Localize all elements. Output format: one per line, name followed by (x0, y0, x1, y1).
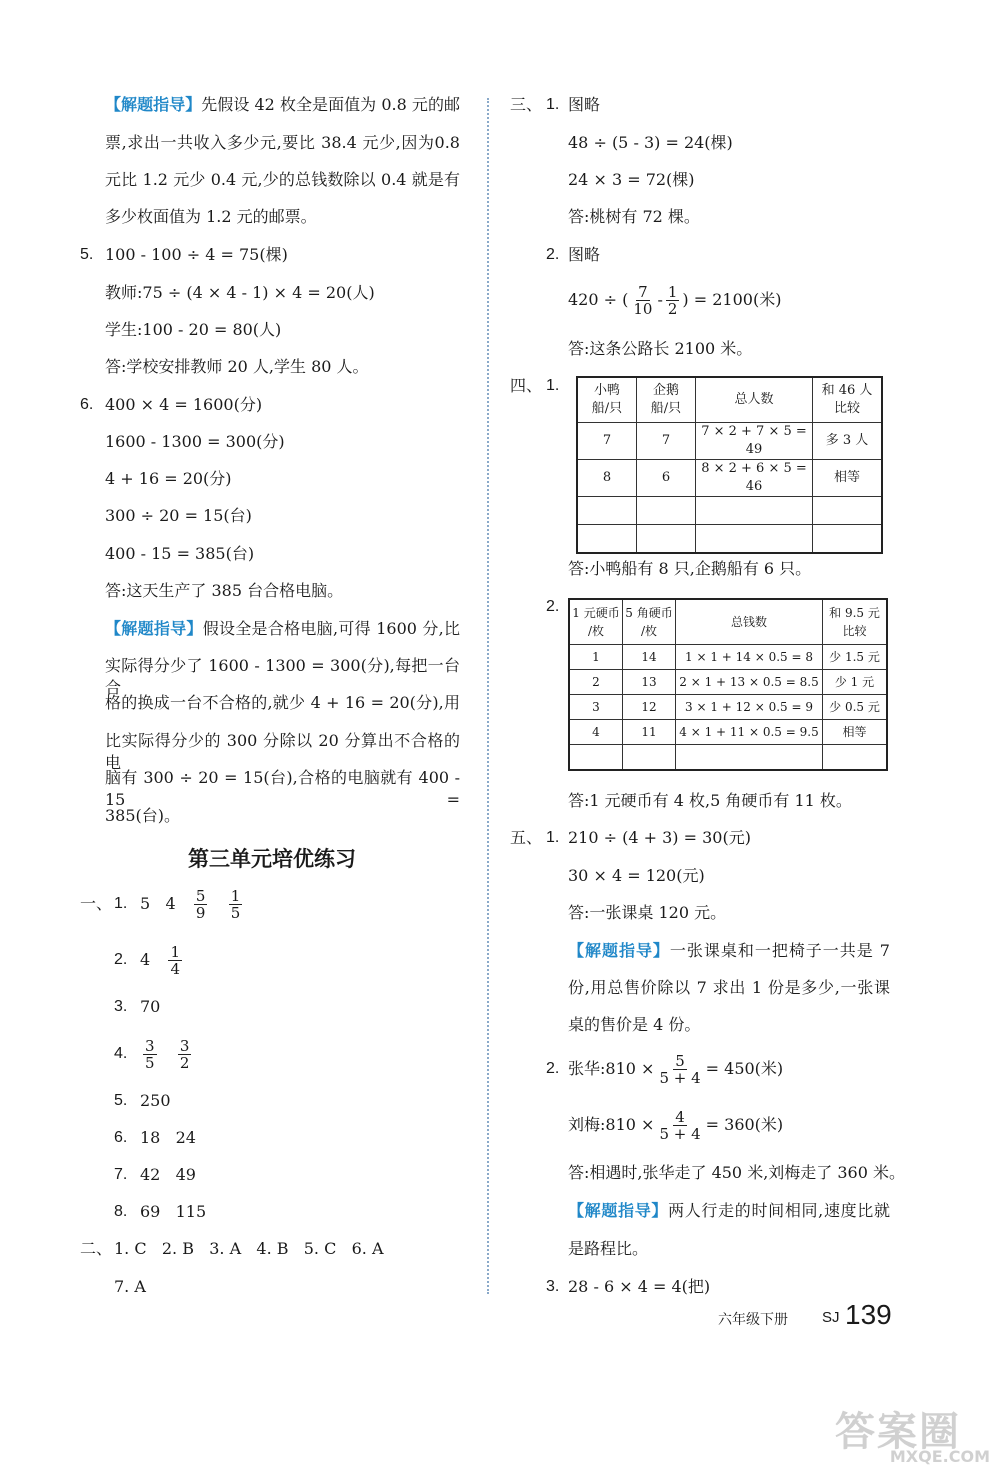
answer-line: 28 - 6 × 4 = 4(把) (568, 1277, 711, 1296)
answer-line: 4 $\frac{1}{4}$ (140, 943, 180, 978)
answer-line: 400 - 15 = 385(台) (105, 544, 255, 563)
hint-line: 票,求出一共收入多少元,要比 38.4 元少,因为0.8 (105, 133, 460, 152)
question-number: 5. (80, 246, 94, 263)
question-number: 1. (546, 96, 560, 113)
hint-line: 份,用总售价除以 7 求出 1 份是多少,一张课 (568, 978, 890, 997)
part-prefix: 三、 (510, 95, 543, 114)
answer-line: 教师:75 ÷ (4 × 4 - 1) × 4 = 20(人) (105, 283, 375, 302)
hint-line: 【解题指导】先假设 42 枚全是面值为 0.8 元的邮 (105, 95, 460, 114)
footer-grade: 六年级下册 (718, 1312, 788, 1328)
table-header-cell: 企鹅 船/只 (637, 377, 696, 423)
question-number: 2. (546, 246, 560, 263)
answer-line: 69 115 (140, 1202, 207, 1221)
table-header-cell: 和 9.5 元 比较 (823, 599, 888, 645)
answer-line: 学生:100 - 20 = 80(人) (105, 320, 282, 339)
answer-line: 答:相遇时,张华走了 450 米,刘梅走了 360 米。 (568, 1163, 905, 1182)
table-coins (568, 598, 888, 771)
table-row: 7 7 7 × 2 + 7 × 5 = 49 多 3 人 (577, 423, 882, 460)
answer-line: 18 24 (140, 1128, 196, 1147)
answer-line: 100 - 100 ÷ 4 = 75(棵) (105, 245, 288, 264)
table-header-row (569, 599, 887, 645)
question-number: 8. (114, 1203, 128, 1220)
table-row (577, 497, 882, 525)
hint-line: 实际得分少了 1600 - 1300 = 300(分),每把一台合 (105, 656, 460, 697)
answer-line: 70 (140, 997, 161, 1016)
fraction: $\frac{3}{5}$ (145, 1037, 155, 1072)
question-number: 7. (114, 1166, 128, 1183)
answer-line: 答:这条公路长 2100 米。 (568, 339, 753, 358)
table-header-cell: 总钱数 (676, 599, 823, 645)
table-header-cell: 1 元硬币 /枚 (569, 599, 623, 645)
part-prefix: 五、 (510, 828, 543, 847)
table-row: 4 11 4 × 1 + 11 × 0.5 = 9.5 相等 (569, 720, 887, 745)
answer-line: 210 ÷ (4 + 3) = 30(元) (568, 828, 751, 847)
table-header-row (577, 377, 882, 423)
hint-tag: 【解题指导】 (105, 97, 202, 114)
table-header-cell: 总人数 (696, 377, 813, 423)
fraction: $\frac{5}{5 + 4}$ (659, 1052, 701, 1087)
question-number: 5. (114, 1092, 128, 1109)
part-prefix: 四、 (510, 376, 543, 395)
table-row: 2 13 2 × 1 + 13 × 0.5 = 8.5 少 1 元 (569, 670, 887, 695)
question-number: 4. (114, 1045, 128, 1062)
table-header-cell: 小鸭 船/只 (577, 377, 637, 423)
hint-tag: 【解题指导】 (568, 943, 670, 960)
answer-line: 300 ÷ 20 = 15(台) (105, 506, 252, 525)
answer-line: 4 + 16 = 20(分) (105, 469, 232, 488)
hint-line: 桌的售价是 4 份。 (568, 1015, 701, 1034)
answer-line: 答:这天生产了 385 台合格电脑。 (105, 581, 344, 600)
hint-line: 【解题指导】一张课桌和一把椅子一共是 7 (568, 941, 890, 960)
question-number: 3. (546, 1278, 560, 1295)
answer-line: 5 4 $\frac{5}{9}$ $\frac{1}{5}$ (140, 887, 241, 922)
fraction: $\frac{3}{2}$ (179, 1037, 190, 1072)
answer-line: 答:1 元硬币有 4 枚,5 角硬币有 11 枚。 (568, 791, 852, 810)
footer-edition: SJ (822, 1309, 840, 1326)
answer-line: 24 × 3 = 72(棵) (568, 170, 695, 189)
hint-tag: 【解题指导】 (568, 1203, 669, 1220)
hint-line: 【解题指导】两人行走的时间相同,速度比就 (568, 1201, 890, 1220)
table-row: 8 6 8 × 2 + 6 × 5 = 46 相等 (577, 460, 882, 497)
question-number: 2. (546, 598, 560, 615)
answer-line: 图略 (568, 245, 601, 264)
question-number: 2. (114, 951, 128, 968)
answer-line: 1. C 2. B 3. A 4. B 5. C 6. A (114, 1239, 384, 1258)
answer-line: 答:学校安排教师 20 人,学生 80 人。 (105, 357, 369, 376)
hint-line: 385(台)。 (105, 806, 181, 825)
hint-line: 多少枚面值为 1.2 元的邮票。 (105, 207, 317, 226)
fraction: $\frac{5}{9}$ (195, 887, 206, 922)
answer-line: 48 ÷ (5 - 3) = 24(棵) (568, 133, 733, 152)
hint-line: 格的换成一台不合格的,就少 4 + 16 = 20(分),用 (105, 693, 460, 712)
part-prefix: 一、 (80, 894, 113, 913)
answer-line: 答:桃树有 72 棵。 (568, 207, 700, 226)
answer-line: 30 × 4 = 120(元) (568, 866, 705, 885)
answer-line (140, 1034, 194, 1074)
fraction: $\frac{1}{4}$ (170, 943, 180, 978)
section-title: 第三单元培优练习 (188, 847, 356, 871)
answer-line: 250 (140, 1091, 171, 1110)
hint-line: 比实际得分少的 300 分除以 20 分算出不合格的电 (105, 731, 460, 772)
hint-line: 脑有 300 ÷ 20 = 15(台),合格的电脑就有 400 - 15 = (105, 768, 460, 809)
hint-line: 元比 1.2 元少 0.4 元,少的总钱数除以 0.4 就是有 (105, 170, 460, 189)
fraction: $\frac{7}{10}$ (633, 283, 653, 318)
hint-line: 是路程比。 (568, 1239, 649, 1258)
question-number: 6. (80, 396, 94, 413)
table-header-cell: 和 46 人 比较 (813, 377, 883, 423)
part-prefix: 二、 (80, 1239, 113, 1258)
answer-line: 答:小鸭船有 8 只,企鹅船有 6 只。 (568, 559, 812, 578)
hint-line: 【解题指导】假设全是合格电脑,可得 1600 分,比 (105, 619, 460, 638)
column-divider (487, 98, 489, 1294)
question-number: 3. (114, 998, 128, 1015)
answer-line: 答:一张课桌 120 元。 (568, 903, 727, 922)
hint-tag: 【解题指导】 (105, 621, 203, 638)
page-number: 139 (845, 1299, 892, 1330)
answer-line: 420 ÷ ( $\frac{7}{10}$ - $\frac{1}{2}$ ) = 2100(米) (568, 283, 782, 318)
fraction: $\frac{1}{2}$ (667, 283, 678, 318)
fraction: $\frac{4}{5 + 4}$ (659, 1108, 701, 1143)
answer-line: 刘梅:810 × $\frac{4}{5 + 4}$ = 360(米) (568, 1108, 784, 1143)
answer-line: 张华:810 × $\frac{5}{5 + 4}$ = 450(米) (568, 1052, 784, 1087)
question-number: 6. (114, 1129, 128, 1146)
answer-line: 7. A (114, 1277, 146, 1296)
question-number: 2. (546, 1060, 560, 1077)
answer-line: 1600 - 1300 = 300(分) (105, 432, 285, 451)
question-number: 1. (114, 895, 128, 912)
table-row: 3 12 3 × 1 + 12 × 0.5 = 9 少 0.5 元 (569, 695, 887, 720)
watermark-logo: 答案圈 MXQE.COM (835, 1409, 990, 1466)
question-number: 1. (546, 829, 560, 846)
fraction: $\frac{1}{5}$ (230, 887, 241, 922)
answer-line: 图略 (568, 95, 601, 114)
question-number: 1. (546, 377, 560, 394)
answer-line: 42 49 (140, 1165, 196, 1184)
answer-line: 400 × 4 = 1600(分) (105, 395, 263, 414)
table-boats (576, 376, 883, 554)
table-header-cell: 5 角硬币 /枚 (623, 599, 676, 645)
table-row (577, 525, 882, 553)
table-row: 1 14 1 × 1 + 14 × 0.5 = 8 少 1.5 元 (569, 645, 887, 670)
table-row (569, 745, 887, 771)
